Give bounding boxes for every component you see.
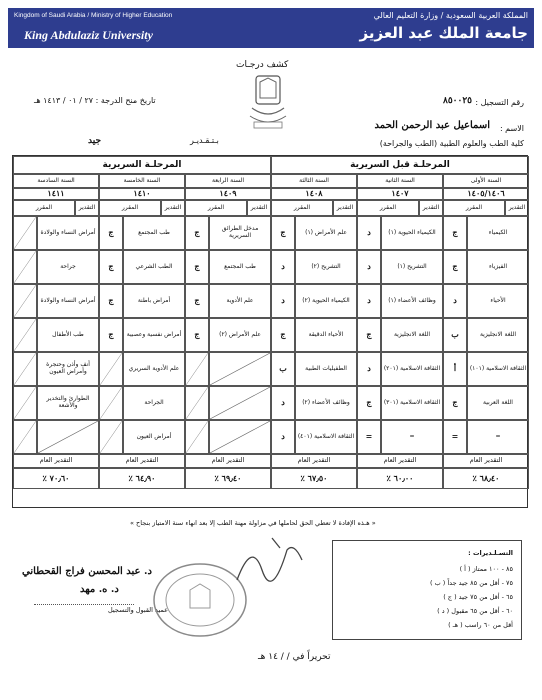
course-cell: الطب الشرعي <box>123 250 185 284</box>
phase-clinical-header: المرحلـة السريرية <box>13 156 271 174</box>
legend-row: أقل من ٦٠ راسب ( هـ ) <box>448 621 513 629</box>
grade-cell: ج <box>357 386 381 420</box>
course-cell: طب المجتمع <box>123 216 185 250</box>
course-cell: أمراض النساء والولادة <box>37 216 99 250</box>
registration-label: رقم التسجيل : <box>475 98 524 107</box>
handwritten-signature-icon <box>232 530 312 590</box>
grade-cell: د <box>271 250 295 284</box>
grade-cell: ج <box>357 318 381 352</box>
phase-preclinical-header: المرحلـة قبل السريرية <box>271 156 529 174</box>
course-cell: الثقافة الاسلامية (٣٠١) <box>381 386 443 420</box>
header-en-title: King Abdulaziz University <box>24 28 153 42</box>
course-cell: وظائف الأعضاء (١) <box>381 284 443 318</box>
empty-grade-cell <box>185 420 209 454</box>
grade-cell: ج <box>443 250 467 284</box>
grade-cell: ج <box>185 318 209 352</box>
course-cell: مدخل الطرائق السريرية <box>209 216 271 250</box>
empty-grade-cell <box>185 352 209 386</box>
course-cell: اللغة الانجليزية <box>467 318 529 352</box>
course-column-header: المقرر <box>13 200 75 216</box>
grade-cell: ج <box>443 216 467 250</box>
course-column-header: المقرر <box>185 200 247 216</box>
grade-cell: ج <box>99 250 123 284</box>
college-line: كلية الطب والعلوم الطبية (الطب والجراحة) <box>379 139 524 148</box>
empty-course-cell <box>37 420 99 454</box>
course-cell: اللغة العربية <box>467 386 529 420</box>
grade-cell: ج <box>99 284 123 318</box>
grade-cell: ب <box>443 318 467 352</box>
course-cell: الثقافة الاسلامية (٢٠١) <box>381 352 443 386</box>
grades-table <box>12 155 528 508</box>
course-column-header: المقرر <box>443 200 505 216</box>
course-cell: علم الأمراض (٢) <box>209 318 271 352</box>
course-cell: أمراض النساء والولادة <box>37 284 99 318</box>
empty-grade-cell <box>13 420 37 454</box>
year-value: ١٤٠٧ <box>357 188 443 200</box>
grade-cell: د <box>357 284 381 318</box>
overall-grade-value: جيد <box>88 136 102 146</box>
total-label: التقدير العام <box>185 454 271 468</box>
grade-cell: ج <box>99 318 123 352</box>
year-value: ١٤٠٩ <box>185 188 271 200</box>
course-cell: الكيمياء الحيوية (١) <box>381 216 443 250</box>
grade-cell: أ <box>443 352 467 386</box>
course-cell: جراحة <box>37 250 99 284</box>
course-cell: طب المجتمع <box>209 250 271 284</box>
empty-grade-cell <box>185 386 209 420</box>
overall-grade-label: بـتـقـديـر <box>190 136 219 145</box>
grade-cell: ج <box>271 216 295 250</box>
course-cell: الكيمياء الحيوية (٢) <box>295 284 357 318</box>
grade-column-header: التقدير <box>505 200 529 216</box>
empty-grade-cell <box>13 352 37 386</box>
grade-column-header: التقدير <box>247 200 271 216</box>
total-label: التقدير العام <box>357 454 443 468</box>
empty-grade-cell <box>13 284 37 318</box>
course-cell: أمراض باطنة <box>123 284 185 318</box>
course-cell: أمراض العيون <box>123 420 185 454</box>
internship-note: « هـذه الإفادة لا تعطي الحق لحاملها في مزاولة مهنة الطب إلا بعد انهاء سنة الامتياز بنجاح » <box>130 519 376 527</box>
course-cell: التشريح (٢) <box>295 250 357 284</box>
total-label: التقدير العام <box>443 454 529 468</box>
empty-grade-cell <box>99 352 123 386</box>
course-cell: التشريح (١) <box>381 250 443 284</box>
course-cell: أمراض نفسية وعصبية <box>123 318 185 352</box>
grade-cell: ج <box>443 386 467 420</box>
degree-date: تاريخ منح الدرجة : ٢٧ / ٠١ / ١٤١٣ هـ <box>34 96 156 105</box>
total-label: التقدير العام <box>99 454 185 468</box>
year-label: السنة الأولى <box>443 174 529 188</box>
legend-title: التسـلـديرات : <box>468 549 513 557</box>
grading-legend <box>332 540 522 640</box>
course-cell: الجراحة <box>123 386 185 420</box>
empty-course-cell <box>209 386 271 420</box>
course-cell: علم الأدوية <box>209 284 271 318</box>
grade-cell: ج <box>99 216 123 250</box>
course-cell: = <box>381 420 443 454</box>
empty-grade-cell <box>13 216 37 250</box>
signature-line <box>34 604 134 605</box>
year-label: السنة الثانية <box>357 174 443 188</box>
empty-grade-cell <box>99 420 123 454</box>
grade-cell: ج <box>271 318 295 352</box>
course-cell: أنف وأذن وحنجرة وأمراض العيون <box>37 352 99 386</box>
course-cell: الطفيليات الطبية <box>295 352 357 386</box>
total-value: ٪ ٦٩٫٤٠ <box>185 468 271 489</box>
course-column-header: المقرر <box>271 200 333 216</box>
grade-cell: د <box>271 386 295 420</box>
registration-value: ٨٥٠٠٢٥ <box>442 96 472 106</box>
year-value: ١٤٠٨ <box>271 188 357 200</box>
name-label: الاسم : <box>499 124 524 133</box>
legend-row: ٨٥ - ١٠٠ ممتاز ( أ ) <box>459 565 513 573</box>
empty-grade-cell <box>13 250 37 284</box>
empty-course-cell <box>209 352 271 386</box>
grade-cell: د <box>357 216 381 250</box>
grade-cell: ج <box>185 284 209 318</box>
grade-cell: ج <box>185 216 209 250</box>
total-value: ٪ ٦٤٫٩٠ <box>99 468 185 489</box>
year-value: ١٤١١ <box>13 188 99 200</box>
header-ar-title: جامعة الملك عبد العزيز <box>359 24 528 42</box>
document-title: كشف درجـات <box>236 60 289 70</box>
empty-grade-cell <box>99 386 123 420</box>
course-column-header: المقرر <box>99 200 161 216</box>
total-label: التقدير العام <box>271 454 357 468</box>
grade-column-header: التقدير <box>333 200 357 216</box>
course-cell: الثقافة الاسلامية (١٠١) <box>467 352 529 386</box>
name-value: اسماعيل عبد الرحمن الحمد <box>374 120 490 131</box>
year-label: السنة الثالثة <box>271 174 357 188</box>
empty-grade-cell <box>13 386 37 420</box>
university-logo-icon <box>246 72 290 134</box>
dean-title: عميد القبول والتسجيل <box>108 606 169 614</box>
year-label: السنة الرابعة <box>185 174 271 188</box>
course-cell: وظائف الأعضاء (٢) <box>295 386 357 420</box>
total-value: ٪ ٧٠٫٦٠ <box>13 468 99 489</box>
grade-column-header: التقدير <box>161 200 185 216</box>
grade-cell: د <box>357 352 381 386</box>
year-label: السنة الخامسة <box>99 174 185 188</box>
legend-row: ٧٥ - أقل من ٨٥ جيد جداً ( ب ) <box>429 579 513 587</box>
header-ar-top: المملكة العربية السعودية / وزارة التعليم العالي <box>373 11 528 20</box>
total-value: ٪ ٦٠٫٠٠ <box>357 468 443 489</box>
year-value: ١٤١٠ <box>99 188 185 200</box>
grade-cell: د <box>271 420 295 454</box>
header-en-top: Kingdom of Saudi Arabia / Ministry of Higher Education <box>14 12 173 19</box>
course-cell: الأحياء <box>467 284 529 318</box>
grade-column-header: التقدير <box>75 200 99 216</box>
empty-grade-cell <box>13 318 37 352</box>
course-cell: علم الأدوية السريري <box>123 352 185 386</box>
course-cell: الثقافة الاسلامية (٤٠١) <box>295 420 357 454</box>
course-cell: علم الأمراض (١) <box>295 216 357 250</box>
grade-cell: = <box>357 420 381 454</box>
course-cell: الطوارئ والتخدير والأشعة <box>37 386 99 420</box>
grade-cell: د <box>443 284 467 318</box>
course-cell: الكيمياء <box>467 216 529 250</box>
legend-row: ٦٠ - أقل من ٦٥ مقبول ( د ) <box>437 607 513 615</box>
course-cell: اللغة الانجليزية <box>381 318 443 352</box>
year-value: ١٤٠٥/١٤٠٦ <box>443 188 529 200</box>
course-cell: الأحياء الدقيقة <box>295 318 357 352</box>
course-column-header: المقرر <box>357 200 419 216</box>
total-value: ٪ ٦٧٫٥٠ <box>271 468 357 489</box>
grade-cell: ج <box>185 250 209 284</box>
total-label: التقدير العام <box>13 454 99 468</box>
registrar-name: د. عبد المحسن فراج القحطاني <box>22 566 152 577</box>
grade-cell: د <box>357 250 381 284</box>
issued-date: تحريراً في / / ١٤ هـ <box>258 652 331 662</box>
empty-course-cell <box>209 420 271 454</box>
total-value: ٪ ٦٨٫٤٠ <box>443 468 529 489</box>
course-cell: طب الأطفال <box>37 318 99 352</box>
year-label: السنة السادسة <box>13 174 99 188</box>
registrar-signature: د. ه. مهد <box>80 584 119 595</box>
course-cell: = <box>467 420 529 454</box>
grade-cell: ب <box>271 352 295 386</box>
course-cell: الفيزياء <box>467 250 529 284</box>
grade-column-header: التقدير <box>419 200 443 216</box>
legend-row: ٦٥ - أقل من ٧٥ جيد ( ج ) <box>443 593 513 601</box>
grade-cell: د <box>271 284 295 318</box>
grade-cell: = <box>443 420 467 454</box>
